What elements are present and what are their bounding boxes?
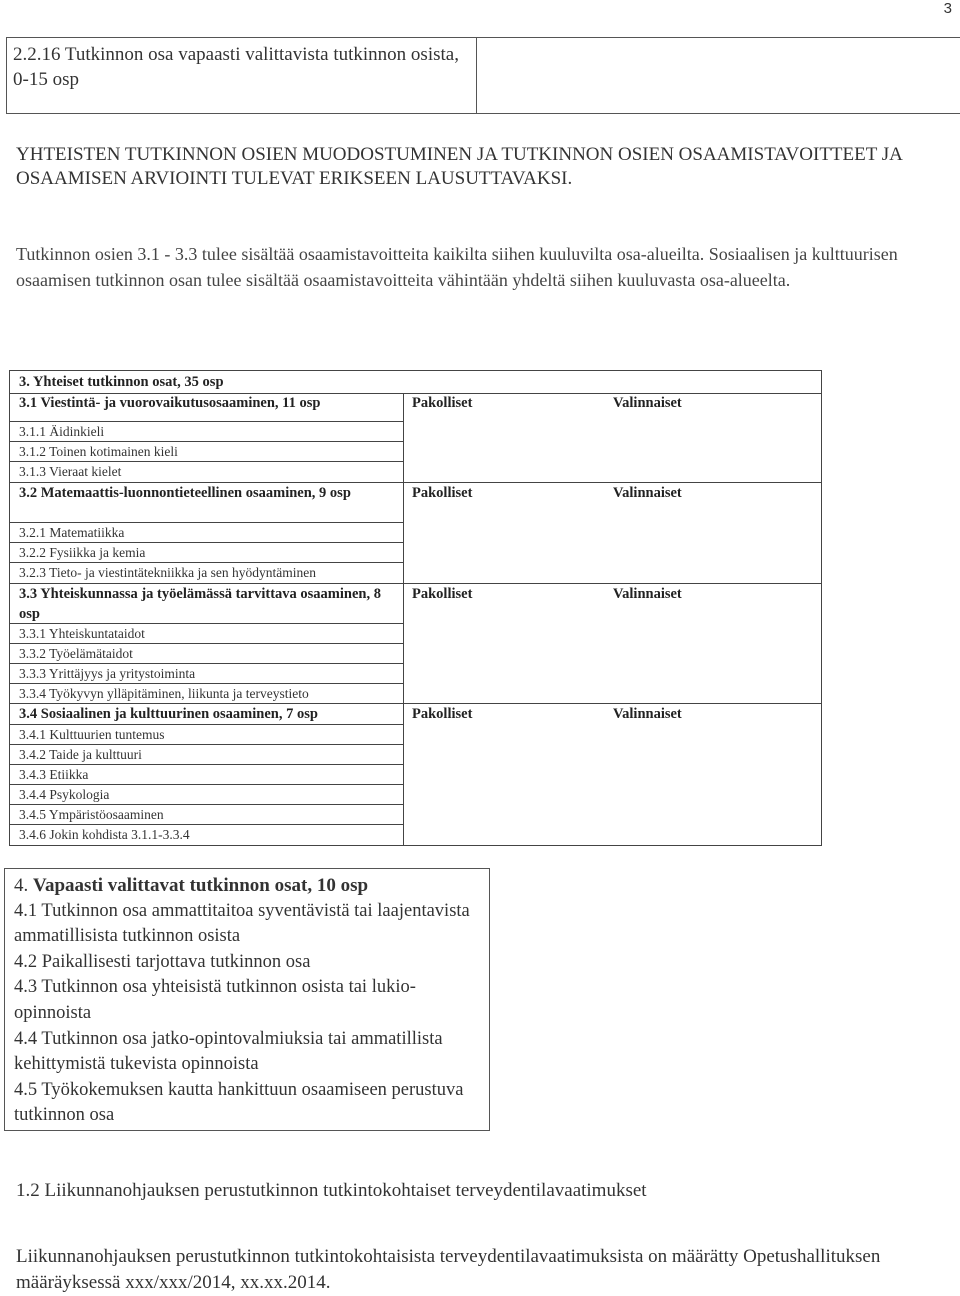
- intro-paragraph: [16, 241, 941, 293]
- table-row: 3.4.1 Kulttuurien tuntemus: [10, 724, 403, 744]
- table-row: 3.1.1 Äidinkieli: [10, 421, 403, 441]
- group-optional: Valinnaiset: [613, 395, 682, 411]
- group-required: Pakolliset: [412, 485, 473, 501]
- table-row: 3.2.2 Fysiikka ja kemia: [10, 542, 403, 562]
- group-required: Pakolliset: [412, 586, 473, 602]
- common-parts-table: [9, 370, 822, 846]
- common-parts-notice: YHTEISTEN TUTKINNON OSIEN MUODOSTUMINEN JA TUTKINNON OSIEN OSAAMISTAVOITTEET JA OSAAMISEN ARVIOINTI TULEVAT ERIKSEEN LAUSUTTAVAKSI.: [16, 144, 902, 189]
- column-divider: [403, 393, 404, 845]
- table-row: 3.2.1 Matematiikka: [10, 522, 403, 542]
- optional-title-number: 4.: [14, 875, 29, 896]
- table-row: 3.4.6 Jokin kohdista 3.1.1-3.3.4: [10, 824, 403, 844]
- group-name: 3.1 Viestintä- ja vuorovaikutusosaaminen, 11 osp: [19, 395, 321, 411]
- group-header-3-2: [10, 482, 821, 501]
- table-row: 3.4.2 Taide ja kulttuuri: [10, 744, 403, 764]
- intro-paragraph-second: Sosiaalisen ja kulttuurisen osaamisen tutkinnon osan tulee sisältää osaamistavoitteita vähintään yhdeltä siihen kuuluvasta osa-alueelta.: [16, 244, 898, 290]
- page-number: 3: [943, 0, 952, 17]
- group-optional: Valinnaiset: [613, 706, 682, 722]
- section-heading: 1.2 Liikunnanohjauksen perustutkinnon tutkintokohtaiset terveydentilavaatimukset: [16, 1180, 647, 1201]
- optional-title-text: Vapaasti valittavat tutkinnon osat, 10 osp: [33, 875, 369, 896]
- list-item: 4.1 Tutkinnon osa ammattitaitoa syventävistä tai laajentavista ammatillisista tutkinnon osista: [14, 900, 470, 947]
- table-row: 3.3.4 Työkyvyn ylläpitäminen, liikunta ja terveystieto: [10, 683, 403, 703]
- table-row: 3.3.1 Yhteiskuntataidot: [10, 623, 403, 643]
- group-header-3-3: [10, 583, 821, 622]
- group-name: 3.2 Matemaattis-luonnontieteellinen osaaminen, 9 osp: [19, 485, 351, 501]
- list-item: 4.3 Tutkinnon osa yhteisistä tutkinnon osista tai lukio-opinnoista: [14, 977, 416, 1023]
- top-table: [6, 37, 960, 114]
- table-row: 3.2.3 Tieto- ja viestintätekniikka ja sen hyödyntäminen: [10, 562, 403, 582]
- top-table-right-cell: [477, 38, 960, 113]
- table-row: 3.4.5 Ympäristöosaaminen: [10, 804, 403, 824]
- group-required: Pakolliset: [412, 395, 473, 411]
- table-row: 3.1.3 Vieraat kielet: [10, 461, 403, 481]
- table-row: 3.4.3 Etiikka: [10, 764, 403, 784]
- group-required: Pakolliset: [412, 706, 473, 722]
- list-item: 4.2 Paikallisesti tarjottava tutkinnon osa: [14, 951, 311, 972]
- health-requirements-paragraph: Liikunnanohjauksen perustutkinnon tutkintokohtaisista terveydentilavaatimuksista on määrätty Opetushallituksen määräyksessä xxx/xxx/2014, xx.xx.2014.: [16, 1246, 881, 1293]
- table-row: 3.4.4 Psykologia: [10, 784, 403, 804]
- common-table-title: 3. Yhteiset tutkinnon osat, 35 osp: [10, 371, 821, 394]
- group-optional: Valinnaiset: [613, 485, 682, 501]
- table-row: 3.3.3 Yrittäjyys ja yritystoiminta: [10, 663, 403, 683]
- list-item: 4.5 Työkokemuksen kautta hankittuun osaamiseen perustuva tutkinnon osa: [14, 1079, 464, 1126]
- table-row: 3.3.2 Työelämätaidot: [10, 643, 403, 663]
- list-item: 4.4 Tutkinnon osa jatko-opintovalmiuksia tai ammatillista kehittymistä tukevista opinnoista: [14, 1028, 443, 1075]
- intro-paragraph-first: Tutkinnon osien 3.1 - 3.3 tulee sisältää osaamistavoitteita kaikilta siihen kuuluvilta osa-alueilta.: [16, 244, 705, 264]
- optional-table-title: [14, 873, 480, 899]
- top-table-left-cell: 2.2.16 Tutkinnon osa vapaasti valittavista tutkinnon osista, 0-15 osp: [7, 38, 477, 113]
- group-name: 3.3 Yhteiskunnassa ja työelämässä tarvittava osaaminen, 8 osp: [19, 586, 381, 622]
- table-row: 3.1.2 Toinen kotimainen kieli: [10, 441, 403, 461]
- group-header-3-4: [10, 703, 821, 722]
- group-optional: Valinnaiset: [613, 586, 682, 602]
- group-name: 3.4 Sosiaalinen ja kulttuurinen osaaminen, 7 osp: [19, 706, 318, 722]
- optional-parts-table: [4, 868, 490, 1131]
